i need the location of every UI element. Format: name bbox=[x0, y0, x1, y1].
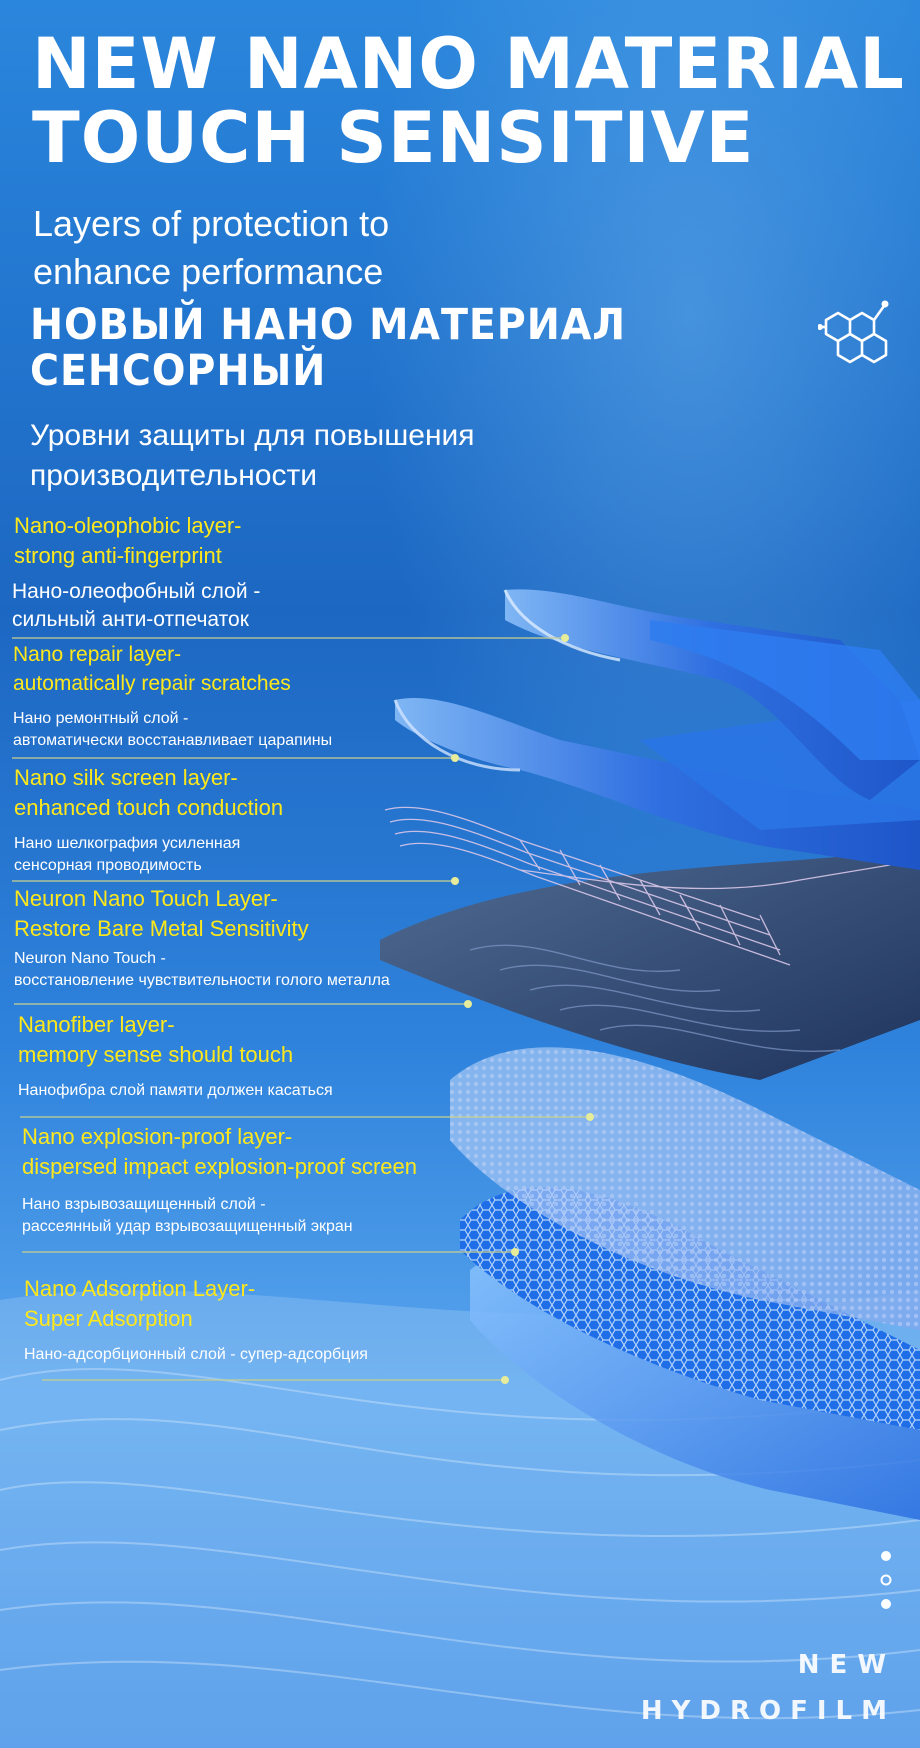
subhead-ru-line-2: производительности bbox=[30, 459, 317, 492]
layer-ru-label bbox=[13, 708, 332, 752]
layer-en-line: automatically repair scratches bbox=[13, 672, 291, 695]
layer-ru-label bbox=[24, 1344, 368, 1366]
layer-ru-label bbox=[18, 1080, 333, 1102]
layer-ru-line: Нано взрывозащищенный слой - bbox=[22, 1196, 266, 1213]
layer-adsorption bbox=[24, 1274, 368, 1366]
headline-en bbox=[32, 23, 905, 179]
subhead-ru-line-1: Уровни защиты для повышения bbox=[30, 419, 475, 452]
layer-en-label bbox=[14, 511, 241, 571]
layer-repair bbox=[13, 640, 332, 752]
headline-en-line-1: NEW NANO MATERIAL bbox=[32, 23, 905, 105]
subhead-en bbox=[33, 200, 389, 296]
layer-en-line: Nano-oleophobic layer- bbox=[14, 513, 242, 538]
subhead-en-line-1: Layers of protection to bbox=[33, 203, 390, 244]
layer-ru-line: восстановление чувствительности голого металла bbox=[14, 972, 390, 989]
layer-en-line: memory sense should touch bbox=[18, 1042, 294, 1067]
layer-nanofiber bbox=[18, 1010, 333, 1102]
layer-ru-line: Neuron Nano Touch - bbox=[14, 950, 166, 967]
headline-en-line-2: TOUCH SENSITIVE bbox=[32, 96, 755, 179]
layer-en-label bbox=[14, 884, 390, 944]
layer-ru-line: рассеянный удар взрывозащищенный экран bbox=[22, 1218, 353, 1235]
layer-en-line: Nanofiber layer- bbox=[18, 1012, 175, 1037]
headline-ru-line-2: СЕНСОРНЫЙ bbox=[30, 346, 327, 397]
layer-en-line: strong anti-fingerprint bbox=[14, 543, 222, 568]
layer-en-line: Nano explosion-proof layer- bbox=[22, 1124, 293, 1149]
layer-en-label bbox=[24, 1274, 368, 1334]
layer-en-line: Super Adsorption bbox=[24, 1306, 193, 1331]
layer-en-label bbox=[22, 1122, 417, 1182]
layer-en-line: enhanced touch conduction bbox=[14, 795, 284, 820]
layer-en-line: dispersed impact explosion-proof screen bbox=[22, 1154, 417, 1179]
layer-oleophobic bbox=[14, 511, 241, 571]
layer-ru-label bbox=[14, 948, 390, 992]
layer-ru-line: Нано ремонтный слой - bbox=[13, 710, 189, 727]
layer-en-line: Neuron Nano Touch Layer- bbox=[14, 886, 278, 911]
layer-en-line: Restore Bare Metal Sensitivity bbox=[14, 916, 309, 941]
pager-dots-icon bbox=[878, 1548, 894, 1610]
subhead-en-line-2: enhance performance bbox=[33, 251, 384, 292]
subhead-ru bbox=[30, 416, 475, 496]
layer-ru-label bbox=[14, 833, 283, 877]
layer-en-label bbox=[18, 1010, 333, 1070]
layer-ru-line: сильный анти-отпечаток bbox=[12, 608, 249, 631]
layer-en-label bbox=[13, 640, 332, 698]
brand-hydrofilm: HYDROFILM bbox=[640, 1696, 896, 1726]
layer-ru-line: Нано-олеофобный слой - bbox=[12, 580, 261, 603]
layer-en-line: Nano Adsorption Layer- bbox=[24, 1276, 256, 1301]
hexagon-molecule-icon bbox=[818, 296, 896, 372]
layer-neuron-touch bbox=[14, 884, 390, 992]
layer-en-label bbox=[14, 763, 283, 823]
headline-ru-line-1: НОВЫЙ НАНО МАТЕРИАЛ bbox=[30, 300, 627, 350]
layer-ru-label bbox=[22, 1194, 417, 1238]
layer-ru-line: Нано шелкография усиленная bbox=[14, 835, 241, 852]
layer-oleophobic-ru bbox=[12, 574, 260, 634]
layer-ru-label bbox=[12, 578, 260, 634]
layer-ru-line: Нанофибра слой памяти должен касаться bbox=[18, 1082, 333, 1099]
layer-ru-line: сенсорная проводимость bbox=[14, 857, 202, 874]
layer-ru-line: Нано-адсорбционный слой - супер-адсорбция bbox=[24, 1346, 368, 1363]
layer-explosion-proof bbox=[22, 1122, 417, 1238]
layer-ru-line: автоматически восстанавливает царапины bbox=[13, 732, 333, 749]
layer-silk-screen bbox=[14, 763, 283, 877]
layer-en-line: Nano silk screen layer- bbox=[14, 765, 238, 790]
layer-en-line: Nano repair layer- bbox=[13, 643, 182, 666]
brand-new: NEW bbox=[797, 1650, 896, 1680]
headline-ru bbox=[30, 302, 626, 395]
